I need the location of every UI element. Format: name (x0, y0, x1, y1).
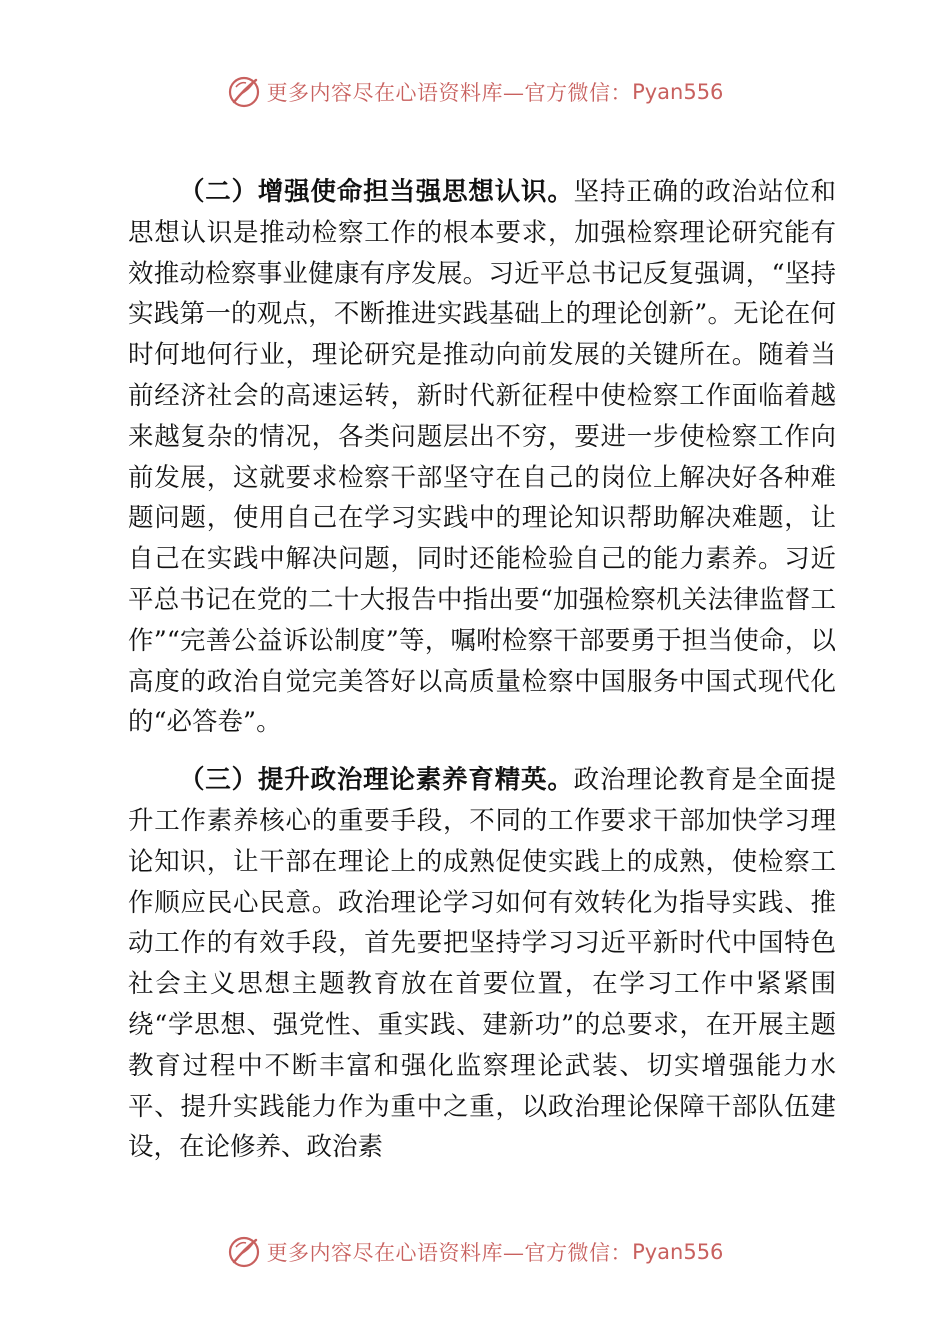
paragraph-body-2: 坚持正确的政治站位和思想认识是推动检察工作的根本要求，加强检察理论研究能有效推动检察事业健康有序发展。习近平总书记反复强调，“坚持实践第一的观点，不断推进实践基础上的理论创新”。无论在何时何地何行业，理论研究是推动向前发展的关键所在。随着当前经济社会的高速运转，新时代新征程中使检察工作面临着越来越复杂的情况，各类问题层出不穷，要进一步使检察工作向前发展，这就要求检察干部坚守在自己的岗位上解决好各种难题问题，使用自己在学习实践中的理论知识帮助解决难题，让自己在实践中解决问题，同时还能检验自己的能力素养。习近平总书记在党的二十大报告中指出要“加强检察机关法律监督工作”“完善公益诉讼制度”等，嘱咐检察干部要勇于担当使命，以高度的政治自觉完美答好以高质量检察中国服务中国式现代化的“必答卷”。 (128, 177, 836, 738)
section-heading-2: （二）增强使命担当强思想认识。 (179, 177, 574, 207)
quill-logo-icon (227, 1235, 261, 1269)
section-heading-3: （三）提升政治理论素养育精英。 (179, 765, 574, 796)
header-banner (0, 70, 950, 114)
banner-wechat-id: Pyan556 (632, 1240, 724, 1264)
footer-banner (0, 1230, 950, 1274)
document-body (128, 172, 836, 1185)
banner-text: 更多内容尽在心语资料库—官方微信： (266, 81, 633, 105)
banner-text: 更多内容尽在心语资料库—官方微信： (266, 1241, 633, 1265)
quill-logo-icon (227, 75, 261, 109)
paragraph-2 (128, 172, 836, 743)
paragraph-3 (128, 760, 836, 1168)
banner-wechat-id: Pyan556 (632, 80, 724, 104)
paragraph-body-3: 政治理论教育是全面提升工作素养核心的重要手段，不同的工作要求干部加快学习理论知识，让干部在理论上的成熟促使实践上的成熟，使检察工作顺应民心民意。政治理论学习如何有效转化为指导实践、推动工作的有效手段，首先要把坚持学习习近平新时代中国特色社会主义思想主题教育放在首要位置，在学习工作中紧紧围绕“学思想、强党性、重实践、建新功”的总要求，在开展主题教育过程中不断丰富和强化监察理论武装、切实增强能力水平、提升实践能力作为重中之重，以政治理论保障干部队伍建设，在论修养、政治素 (128, 765, 836, 1163)
